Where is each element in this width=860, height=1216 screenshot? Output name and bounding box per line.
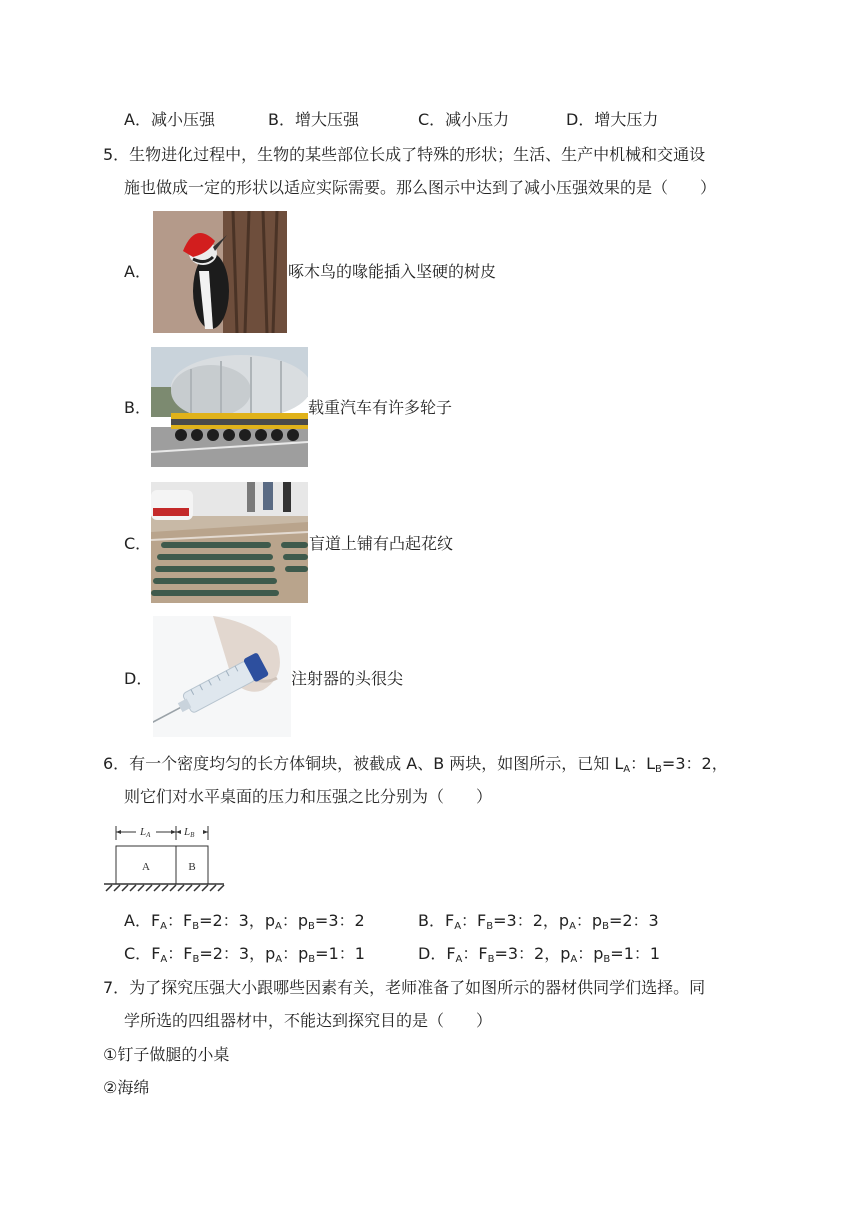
q7-stem-line1: 7．为了探究压强大小跟哪些因素有关，老师准备了如图所示的器材供同学们选择。同 — [103, 978, 706, 997]
q6-blocks-figure — [102, 822, 226, 892]
q5-option-c-letter: C． — [124, 534, 152, 553]
dim-l-b: LB — [184, 826, 195, 839]
syringe-photo — [153, 616, 291, 737]
tactile-paving-photo — [151, 482, 308, 603]
q5-option-b-text: 载重汽车有许多轮子 — [308, 398, 453, 417]
q4-option-b: B．增大压强 — [268, 110, 359, 129]
q6-stem-line1 — [103, 754, 728, 780]
q5-stem-line1: 5．生物进化过程中，生物的某些部位长成了特殊的形状；生活、生产中机械和交通设 — [103, 145, 706, 164]
q5-option-d-letter: D． — [124, 669, 153, 688]
q5-option-a-letter: A． — [124, 262, 151, 281]
q5-option-a-text: 啄木鸟的喙能插入坚硬的树皮 — [288, 262, 497, 281]
q7-stem-line2: 学所选的四组器材中，不能达到探究目的是（ ） — [124, 1011, 493, 1030]
q6-stem-post: =3：2， — [661, 754, 728, 773]
block-b-label: B — [188, 861, 196, 873]
block-a-label: A — [142, 861, 150, 873]
q6-option-c: C．$F_A$：$F_B=2$：3，$p_A$：$p_B=1$：1 — [124, 944, 365, 965]
q6-option-b: B．$F_A$：$F_B=3$：2，$p_A$：$p_B=2$：3 — [418, 911, 659, 932]
q6-stem-line2: 则它们对水平桌面的压力和压强之比分别为（ ） — [124, 787, 493, 806]
dim-l-a: LA — [140, 826, 151, 839]
q5-stem-line2: 施也做成一定的形状以适应实际需要。那么图示中达到了减小压强效果的是（ ） — [124, 178, 717, 197]
q5-option-b-letter: B． — [124, 398, 151, 417]
q6-option-a: A．$F_A$：$F_B=2$：3，$p_A$：$p_B=3$：2 — [124, 911, 365, 932]
q6-stem-pre: 6．有一个密度均匀的长方体铜块，被截成 A、B 两块，如图所示，已知 L — [103, 754, 624, 773]
q7-item-2: ②海绵 — [103, 1078, 150, 1097]
q4-option-a: A．减小压强 — [124, 110, 215, 129]
q7-item-1: ①钉子做腿的小桌 — [103, 1045, 230, 1064]
q5-option-d-text: 注射器的头很尖 — [291, 669, 404, 688]
heavy-truck-photo — [151, 347, 308, 467]
q6-option-d: D．$F_A$：$F_B=3$：2，$p_A$：$p_B=1$：1 — [418, 944, 661, 965]
q6-sub-b: B — [655, 764, 662, 775]
q4-option-c: C．减小压力 — [418, 110, 510, 129]
q6-sub-a: A — [623, 764, 631, 775]
q6-stem-colon: ：L — [630, 754, 656, 773]
q5-option-c-text: 盲道上铺有凸起花纹 — [309, 534, 454, 553]
woodpecker-photo — [153, 211, 287, 333]
q4-option-d: D．增大压力 — [566, 110, 659, 129]
